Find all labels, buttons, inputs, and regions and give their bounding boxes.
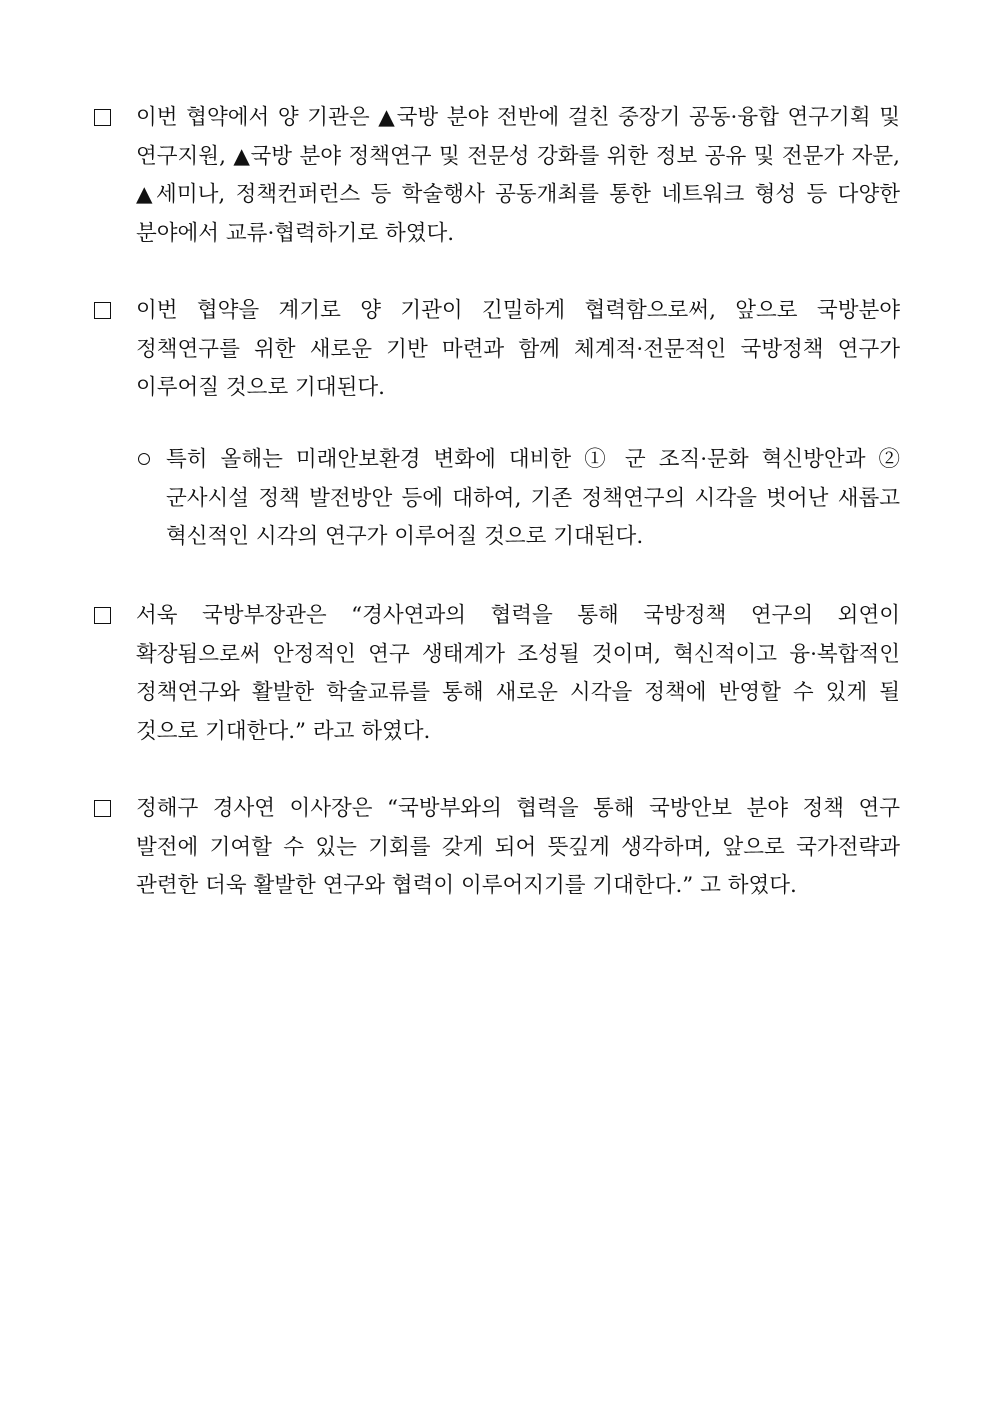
paragraph-text: 서욱 국방부장관은 “경사연과의 협력을 통해 국방정책 연구의 외연이 확장됨으로써 안정적인 연구 생태계가 조성될 것이며, 혁신적이고 융·복합적인 정책연구와 활발한 학술교류를 통해 새로운 시각을 정책에 반영할 수 있게 될 것으로 기대한다.” 라고 하였다.: [136, 603, 900, 744]
paragraph-agreement-scope: [94, 99, 900, 253]
checkbox-bullet-icon: [94, 597, 130, 638]
circle-bullet-icon: [138, 453, 150, 465]
checkbox-bullet-icon: [94, 790, 130, 831]
paragraph-text: 이번 협약에서 양 기관은 ▲국방 분야 전반에 걸친 중장기 공동·융합 연구기획 및 연구지원, ▲국방 분야 정책연구 및 전문성 강화를 위한 정보 공유 및 전문가 자문, ▲세미나, 정책컨퍼런스 등 학술행사 공동개최를 통한 네트워크 형성 등 다양한 분야에서 교류·협력하기로 하였다.: [136, 105, 900, 246]
sub-paragraph-this-year: [138, 441, 900, 557]
checkbox-bullet-icon: [94, 99, 130, 140]
paragraph-chairman-quote: [94, 790, 900, 906]
paragraph-text: 정해구 경사연 이사장은 “국방부와의 협력을 통해 국방안보 분야 정책 연구 발전에 기여할 수 있는 기회를 갖게 되어 뜻깊게 생각하며, 앞으로 국가전략과 관련한 더욱 활발한 연구와 협력이 이루어지기를 기대한다.” 고 하였다.: [136, 796, 900, 898]
paragraph-expectation: [94, 292, 900, 408]
paragraph-minister-quote: [94, 597, 900, 751]
paragraph-text: 특히 올해는 미래안보환경 변화에 대비한 ① 군 조직·문화 혁신방안과 ② 군사시설 정책 발전방안 등에 대하여, 기존 정책연구의 시각을 벗어난 새롭고 혁신적인 시각의 연구가 이루어질 것으로 기대된다.: [166, 447, 900, 549]
checkbox-bullet-icon: [94, 292, 130, 333]
paragraph-text: 이번 협약을 계기로 양 기관이 긴밀하게 협력함으로써, 앞으로 국방분야 정책연구를 위한 새로운 기반 마련과 함께 체계적·전문적인 국방정책 연구가 이루어질 것으로 기대된다.: [136, 298, 900, 400]
